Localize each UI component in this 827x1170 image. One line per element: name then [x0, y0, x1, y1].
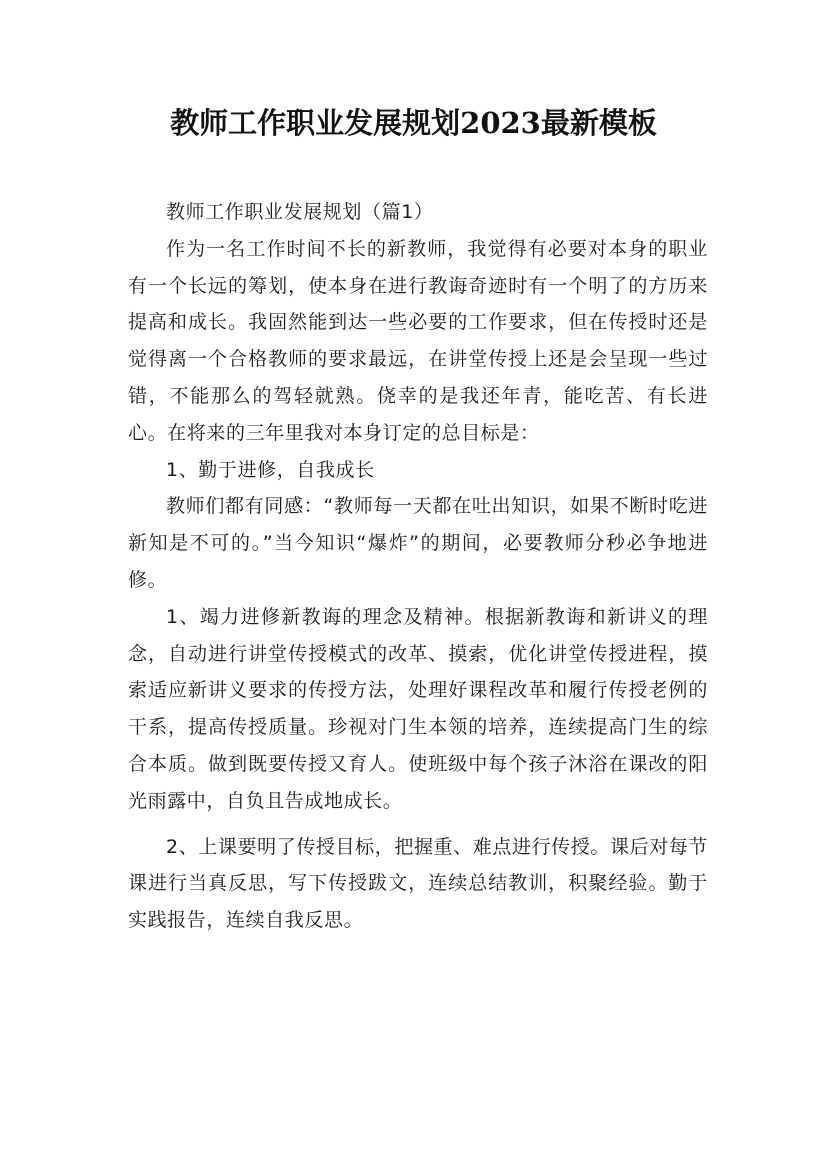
paragraph-item-2: 2、上课要明了传授目标，把握重、难点进行传授。课后对每节课进行当真反思，写下传授跋文，连续总结教训，积聚经验。勤于实践报告，连续自我反思。 — [128, 835, 708, 932]
paragraph-item-1: 1、竭力进修新教诲的理念及精神。根据新教诲和新讲义的理念，自动进行讲堂传授模式的改革、摸索，优化讲堂传授进程，摸索适应新讲义要求的传授方法，处理好课程改革和履行传授老例的干系，提高传授质量。珍视对门生本领的培养，连续提高门生的综合本质。做到既要传授又育人。使班级中每个孩子沐浴在课改的阳光雨露中，自负且告成地成长。 — [128, 605, 708, 812]
section-heading: 教师工作职业发展规划（篇1） — [166, 201, 434, 223]
paragraph-study: 教师们都有同感：“教师每一天都在吐出知识，如果不断时吃进新知是不可的。”当今知识“爆炸”的期间，必要教师分秒必争地进修。 — [128, 495, 708, 591]
paragraph-intro: 作为一名工作时间不长的新教师，我觉得有必要对本身的职业有一个长远的筹划，使本身在进行教诲奇迹时有一个明了的方历来提高和成长。我固然能到达一些必要的工作要求，但在传授时还是觉得离一个合格教师的要求最远，在讲堂传授上还是会呈现一些过错，不能那么的驾轻就熟。侥幸的是我还年青，能吃苦、有长进心。在将来的三年里我对本身订定的总目标是： — [128, 237, 708, 444]
subheading-study: 1、勤于进修，自我成长 — [166, 458, 375, 481]
document-body — [128, 194, 708, 939]
document-title: 教师工作职业发展规划2023最新模板 — [170, 106, 657, 140]
